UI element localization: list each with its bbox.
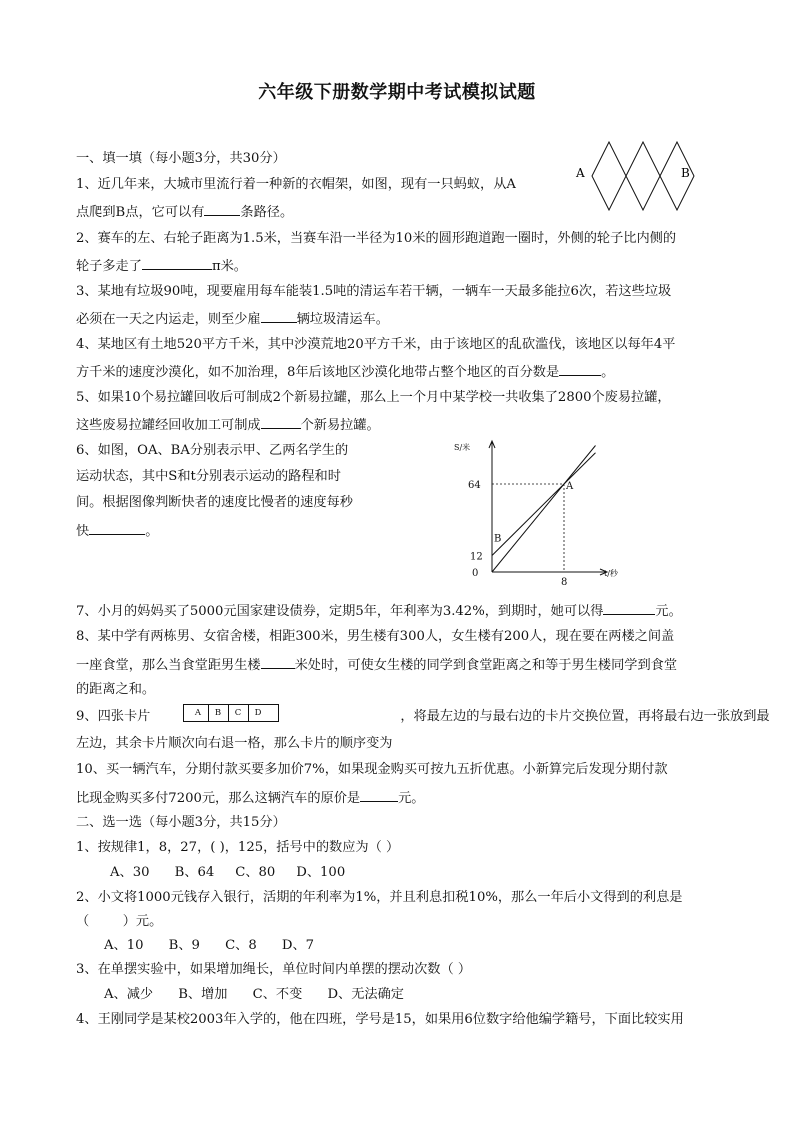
answer-blank[interactable] [261,310,297,323]
series-line-oa [492,446,596,573]
point-label-a: A [566,481,574,492]
q5-line1: 5、如果10个易拉罐回收后可制成2个新易拉罐，那么上一个月中某学校一共收集了2800个废易拉罐， [76,390,671,405]
answer-blank[interactable] [204,203,240,216]
q2-line2: 轮子多走了 π米。 [76,259,247,274]
s2q2-line2: （ ）元。 [76,914,163,929]
q8-line1: 8、某中学有两栋男、女宿舍楼，相距300米，男生楼有300人，女生楼有200人，现在要在两楼之间盖 [76,629,675,644]
section2-heading: 二、选一选（每小题3分，共15分） [76,815,286,830]
q7-line1: 7、小月的妈妈买了5000元国家建设债券，定期5年，年利率为3.42%，到期时，她可以得 元。 [76,604,682,619]
rhombus-2 [626,142,660,210]
rhombus-1 [592,142,626,210]
q10-line2: 比现金购买多付7200元，那么这辆汽车的原价是 元。 [76,791,425,806]
card-a: A [188,705,209,721]
s2q3-line1: 3、在单摆实验中，如果增加绳长，单位时间内单摆的摆动次数（ ） [76,962,472,977]
answer-blank[interactable] [261,416,301,429]
answer-blank[interactable] [360,789,398,802]
q10-line1: 10、买一辆汽车，分期付款买要多加价7%，如果现金购买可按九五折优惠。小新算完后发现分期付款 [76,762,668,777]
q9-line1: 9、四张卡片 ，将最左边的与最右边的卡片交换位置，再将最右边一张放到最 [76,709,770,724]
answer-blank[interactable] [142,257,212,270]
origin-label: 0 [472,568,479,579]
s2q4-line1: 4、王刚同学是某校2003年入学的，他在四班，学号是15，如果用6位数字给他编学籍号，下面比较实用 [76,1012,684,1027]
q6-line1: 6、如图，OA、BA分别表示甲、乙两名学生的 [76,443,349,458]
section1-heading: 一、填一填（每小题3分，共30分） [76,151,286,166]
x-axis-label: t/秒 [604,569,618,578]
card-strip [183,704,279,722]
answer-blank[interactable] [89,522,145,535]
q4-line2: 方千米的速度沙漠化，如不加治理，8年后该地区沙漠化地带占整个地区的百分数是 。 [76,365,615,380]
q1-line2: 点爬到B点，它可以有 条路径。 [76,205,294,220]
card-d: D [254,708,262,718]
q3-line2: 必须在一天之内运走，则至少雇 辆垃圾清运车。 [76,312,389,327]
point-label-b: B [494,533,502,545]
q4-line1: 4、某地区有土地520平方千米，其中沙漠荒地20平方千米，由于该地区的乱砍滥伐，该地区以每年4平 [76,337,676,352]
s2q1-line1: 1、按规律1，8，27，( )，125，括号中的数应为（ ） [76,840,400,855]
q2-line1: 2、赛车的左、右轮子距离为1.5米，当赛车沿一半径为10米的圆形跑道跑一圈时，外侧的轮子比内侧的 [76,231,677,246]
q6-line4: 快 。 [76,524,159,539]
q3-line1: 3、某地有垃圾90吨，现要雇用每车能装1.5吨的清运车若干辆，一辆车一天最多能拉6次，若这些垃圾 [76,284,672,299]
answer-blank[interactable] [559,363,601,376]
s2q2-options: A、10 B、9 C、8 D、7 [104,938,315,953]
card-b: B [208,705,229,721]
q8-line2: 一座食堂，那么当食堂距男生楼 米处时，可使女生楼的同学到食堂距离之和等于男生楼同学到食堂 [76,658,678,673]
x-tick-8: 8 [561,577,568,586]
page-title: 六年级下册数学期中考试模拟试题 [258,82,536,103]
y-tick-12: 12 [470,551,483,563]
rhombus-label-b: B [681,166,690,180]
q9-line2: 左边，其余卡片顺次向右退一格，那么卡片的顺序变为 [76,736,393,751]
q6-line2: 运动状态，其中S和t分别表示运动的路程和时 [76,469,341,484]
series-line-ba [492,453,596,556]
q8-line3: 的距离之和。 [76,682,156,697]
answer-blank[interactable] [603,602,655,615]
rhombus-label-a: A [576,166,585,180]
s2q1-options: A、30 B、64 C、80 D、100 [110,865,346,880]
y-axis-label: S/米 [454,443,471,452]
card-c: C [228,705,249,721]
s2q3-options: A、减少 B、增加 C、不变 D、无法确定 [104,987,404,1002]
y-tick-64: 64 [468,480,481,491]
q1-line1: 1、近几年来，大城市里流行着一种新的衣帽架，如图，现有一只蚂蚁，从A [76,177,516,192]
q6-line3: 间。根据图像判断快者的速度比慢者的速度每秒 [76,495,353,510]
s2q2-line1: 2、小文将1000元钱存入银行，活期的年利率为1%，并且利息扣税10%，那么一年后小文得到的利息是 [76,890,683,905]
motion-chart [446,436,646,586]
q5-line2: 这些废易拉罐经回收加工可制成 个新易拉罐。 [76,418,380,433]
rhombus-figure [570,140,700,215]
answer-blank[interactable] [261,656,295,669]
